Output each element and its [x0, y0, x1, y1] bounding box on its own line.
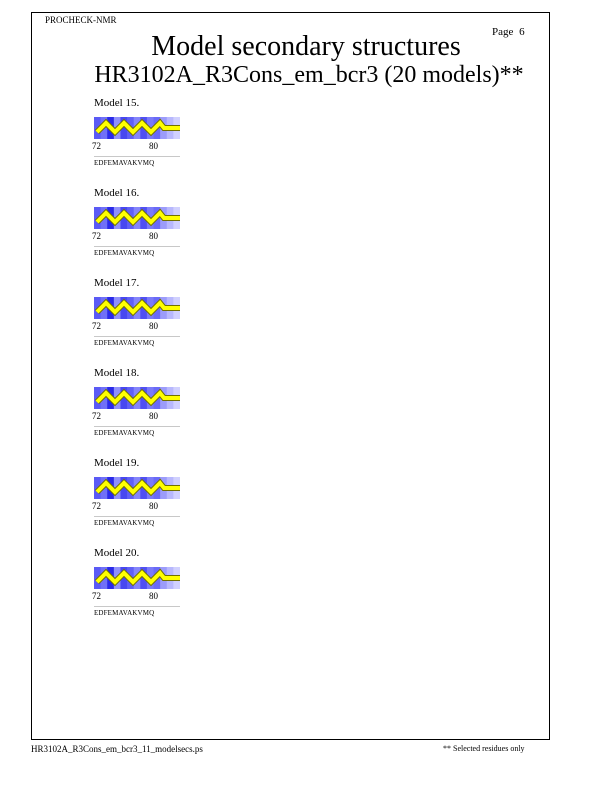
sequence-rule [94, 246, 180, 247]
sequence-rule [94, 426, 180, 427]
sequence-rule [94, 516, 180, 517]
model-block [94, 547, 234, 627]
secondary-structure-strip [94, 117, 180, 139]
residue-number-mid: 80 [149, 501, 158, 511]
sequence-rule [94, 156, 180, 157]
secondary-structure-strip [94, 567, 180, 589]
residue-number-start: 72 [92, 321, 101, 331]
model-label: Model 15. [94, 97, 140, 109]
secondary-structure-strip [94, 297, 180, 319]
residue-number-start: 72 [92, 231, 101, 241]
model-label: Model 17. [94, 277, 140, 289]
residue-number-mid: 80 [149, 321, 158, 331]
residue-number-start: 72 [92, 411, 101, 421]
model-label: Model 20. [94, 547, 140, 559]
model-block [94, 367, 234, 447]
footer-note: ** Selected residues only [443, 744, 525, 753]
residue-number-start: 72 [92, 501, 101, 511]
residue-number-start: 72 [92, 141, 101, 151]
footer-filename: HR3102A_R3Cons_em_bcr3_11_modelsecs.ps [31, 744, 203, 754]
model-block [94, 457, 234, 537]
sequence-rule [94, 336, 180, 337]
sequence-rule [94, 606, 180, 607]
residue-sequence: EDFEMAVAKVMQ [94, 519, 155, 527]
residue-number-mid: 80 [149, 411, 158, 421]
model-label: Model 16. [94, 187, 140, 199]
secondary-structure-strip [94, 207, 180, 229]
residue-number-mid: 80 [149, 591, 158, 601]
page-title: Model secondary structures [151, 31, 461, 62]
page-number: Page 6 [492, 26, 525, 38]
model-block [94, 277, 234, 357]
page-subtitle: HR3102A_R3Cons_em_bcr3 (20 models)** [94, 62, 524, 88]
program-label: PROCHECK-NMR [45, 15, 117, 25]
model-block [94, 187, 234, 267]
residue-sequence: EDFEMAVAKVMQ [94, 429, 155, 437]
secondary-structure-strip [94, 387, 180, 409]
model-label: Model 19. [94, 457, 140, 469]
residue-number-start: 72 [92, 591, 101, 601]
residue-sequence: EDFEMAVAKVMQ [94, 159, 155, 167]
residue-sequence: EDFEMAVAKVMQ [94, 339, 155, 347]
residue-sequence: EDFEMAVAKVMQ [94, 609, 155, 617]
residue-number-mid: 80 [149, 141, 158, 151]
residue-sequence: EDFEMAVAKVMQ [94, 249, 155, 257]
secondary-structure-strip [94, 477, 180, 499]
model-block [94, 97, 234, 177]
residue-number-mid: 80 [149, 231, 158, 241]
model-label: Model 18. [94, 367, 140, 379]
